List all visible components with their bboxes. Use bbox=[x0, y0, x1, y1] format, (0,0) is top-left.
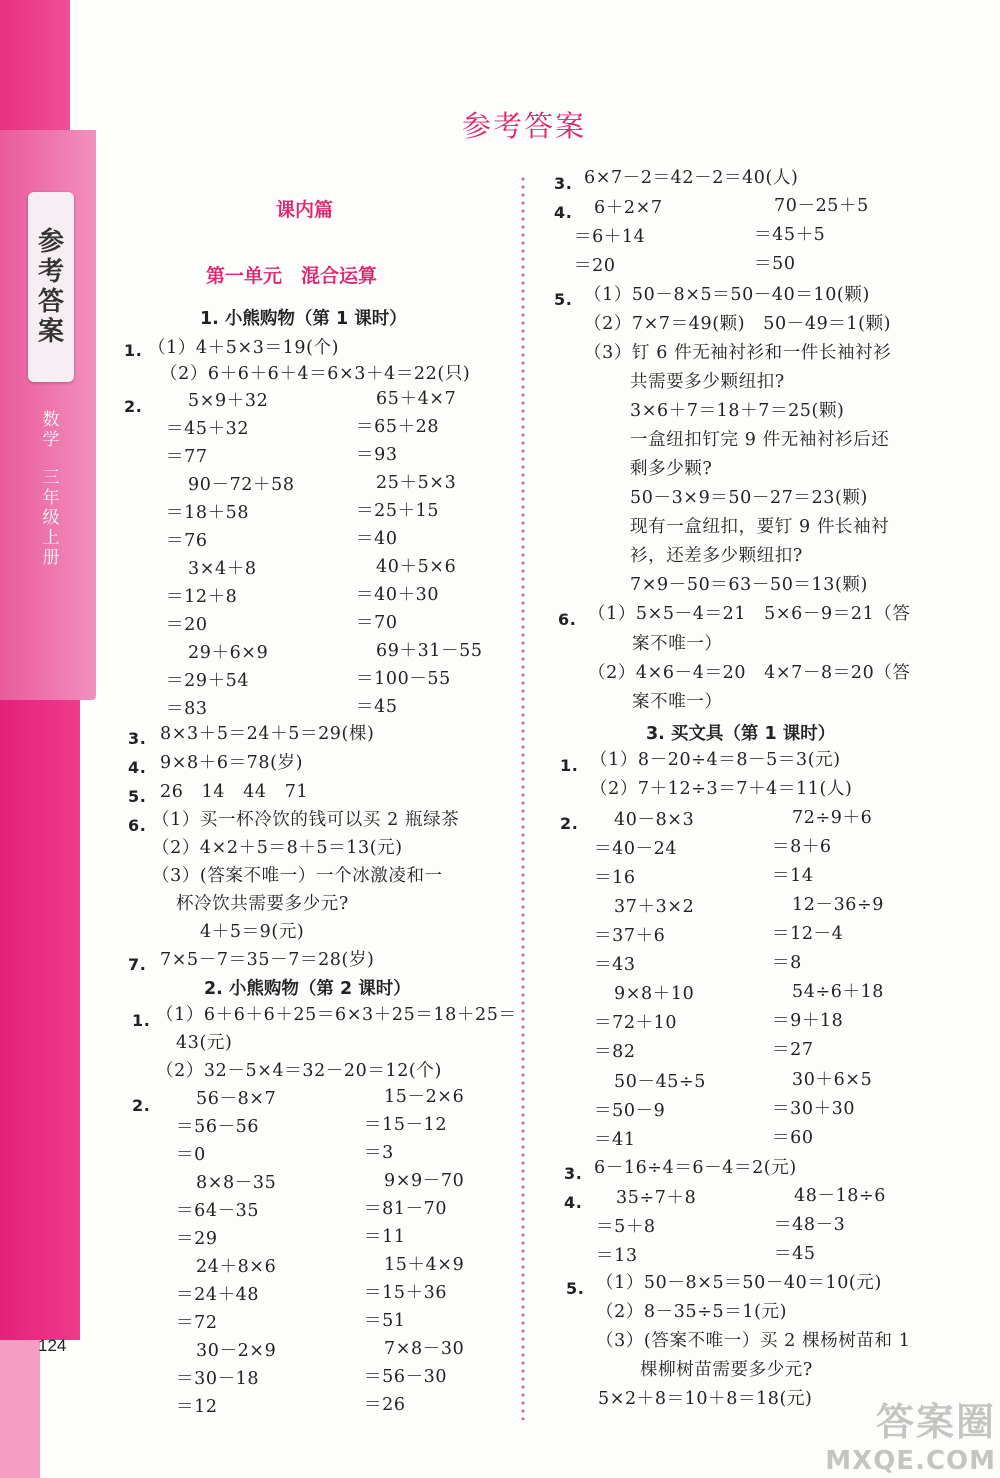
answer-line: 案不唯一） bbox=[632, 692, 723, 712]
calc-line: 25＋5×3 bbox=[376, 473, 457, 493]
answer-line: （2）4×2＋5＝8＋5＝13(元) bbox=[152, 838, 403, 858]
answer-line: 26 14 44 71 bbox=[160, 782, 309, 802]
calc-line: ＝12－4 bbox=[772, 924, 844, 944]
calc-line: 48－18÷6 bbox=[794, 1186, 887, 1206]
calc-line: ＝3 bbox=[364, 1143, 394, 1163]
question-number: 4. bbox=[128, 758, 147, 777]
answer-line: 7×9－50＝63－50＝13(颗) bbox=[630, 575, 868, 595]
calc-line: ＝15－12 bbox=[364, 1115, 448, 1135]
calc-line: 29＋6×9 bbox=[188, 643, 269, 663]
calc-line: ＝72 bbox=[176, 1313, 218, 1333]
calc-line: ＝13 bbox=[596, 1246, 638, 1266]
question-number: 3. bbox=[554, 174, 573, 193]
calc-line: ＝9＋18 bbox=[772, 1011, 844, 1031]
answer-line: 50－3×9＝50－27＝23(颗) bbox=[630, 488, 868, 508]
answer-line: 6×7－2＝42－2＝40(人) bbox=[584, 168, 799, 188]
calc-line: 24＋8×6 bbox=[196, 1257, 277, 1277]
calc-line: 7×8－30 bbox=[384, 1339, 465, 1359]
question-number: 1. bbox=[124, 341, 143, 360]
calc-line: ＝70 bbox=[356, 613, 398, 633]
calc-line: ＝14 bbox=[772, 866, 814, 886]
calc-line: ＝30＋30 bbox=[772, 1099, 856, 1119]
calc-line: ＝15＋36 bbox=[364, 1283, 448, 1303]
calc-line: 5×9＋32 bbox=[188, 391, 269, 411]
watermark: 答案圈 MXQE.COM bbox=[825, 1400, 996, 1476]
calc-line: ＝11 bbox=[364, 1227, 406, 1247]
page-number: 124 bbox=[38, 1336, 67, 1355]
question-number: 2. bbox=[132, 1096, 151, 1115]
question-number: 5. bbox=[554, 290, 573, 309]
calc-line: ＝83 bbox=[166, 699, 208, 719]
answer-line: （2）6＋6＋6＋4＝6×3＋4＝22(只) bbox=[160, 364, 471, 384]
lesson-heading-2: 2. 小熊购物（第 2 课时） bbox=[204, 979, 411, 999]
calc-line: ＝26 bbox=[364, 1395, 406, 1415]
calc-line: ＝72＋10 bbox=[594, 1013, 678, 1033]
calc-line: 9×9－70 bbox=[384, 1171, 465, 1191]
answer-line: （1）4＋5×3＝19(个) bbox=[148, 338, 340, 358]
page-title: 参考答案 bbox=[461, 109, 586, 143]
calc-line: ＝27 bbox=[772, 1040, 814, 1060]
calc-line: 15＋4×9 bbox=[384, 1255, 465, 1275]
calc-line: 35÷7＋8 bbox=[616, 1188, 697, 1208]
calc-line: ＝12＋8 bbox=[166, 587, 238, 607]
answer-line: 7×5－7＝35－7＝28(岁) bbox=[160, 950, 375, 970]
answer-line: （1）5×5－4＝21 5×6－9＝21（答 bbox=[588, 604, 911, 624]
calc-line: 3×4＋8 bbox=[188, 559, 257, 579]
answer-line: 8×3＋5＝24＋5＝29(棵) bbox=[160, 724, 375, 744]
answer-line: （3）(答案不唯一）买 2 棵杨树苗和 1 bbox=[596, 1331, 911, 1351]
calc-line: ＝45 bbox=[356, 697, 398, 717]
calc-line: ＝64－35 bbox=[176, 1201, 260, 1221]
calc-line: ＝93 bbox=[356, 445, 398, 465]
answer-line: （2）4×6－4＝20 4×7－8＝20（答 bbox=[588, 663, 911, 683]
calc-line: 65＋4×7 bbox=[376, 389, 457, 409]
calc-line: ＝60 bbox=[772, 1128, 814, 1148]
calc-line: ＝20 bbox=[166, 615, 208, 635]
answer-line: 4＋5＝9(元) bbox=[200, 922, 305, 942]
question-number: 7. bbox=[128, 955, 147, 974]
calc-line: ＝81－70 bbox=[364, 1199, 448, 1219]
calc-line: ＝0 bbox=[176, 1145, 206, 1165]
answer-line: （2）7×7＝49(颗) 50－49＝1(颗) bbox=[584, 314, 892, 334]
question-number: 4. bbox=[564, 1193, 583, 1212]
answer-line: （1）8－20÷4＝8－5＝3(元) bbox=[590, 750, 841, 770]
calc-line: ＝45＋5 bbox=[754, 225, 826, 245]
calc-line: 15－2×6 bbox=[384, 1087, 465, 1107]
part-heading: 课内篇 bbox=[276, 199, 334, 221]
lesson-heading-1: 1. 小熊购物（第 1 课时） bbox=[200, 309, 407, 329]
calc-line: ＝30－18 bbox=[176, 1369, 260, 1389]
column-divider bbox=[521, 175, 525, 1420]
calc-line: ＝43 bbox=[594, 955, 636, 975]
calc-line: 69＋31－55 bbox=[376, 641, 483, 661]
calc-line: 56－8×7 bbox=[196, 1089, 277, 1109]
question-number: 2. bbox=[124, 397, 143, 416]
calc-line: 72÷9＋6 bbox=[792, 808, 873, 828]
answer-line: 现有一盒纽扣，要钉 9 件长袖衬 bbox=[630, 517, 890, 537]
answer-line: 共需要多少颗纽扣? bbox=[630, 372, 785, 392]
calc-line: ＝24＋48 bbox=[176, 1285, 260, 1305]
answer-line: 43(元) bbox=[176, 1033, 233, 1053]
calc-line: 54÷6＋18 bbox=[792, 982, 885, 1002]
calc-line: ＝29＋54 bbox=[166, 671, 250, 691]
question-number: 6. bbox=[558, 610, 577, 629]
side-subject-grade: 数 学 三 年 级 上 册 bbox=[42, 410, 60, 568]
side-band-edge bbox=[0, 1340, 40, 1478]
calc-line: ＝29 bbox=[176, 1229, 218, 1249]
calc-line: ＝65＋28 bbox=[356, 417, 440, 437]
calc-line: ＝40 bbox=[356, 529, 398, 549]
calc-line: ＝76 bbox=[166, 531, 208, 551]
calc-line: ＝12 bbox=[176, 1397, 218, 1417]
answer-line: （3）(答案不唯一）一个冰激凌和一 bbox=[152, 866, 443, 886]
answer-line: （2）8－35÷5＝1(元) bbox=[596, 1302, 788, 1322]
question-number: 1. bbox=[132, 1011, 151, 1030]
calc-line: 50－45÷5 bbox=[614, 1072, 707, 1092]
answer-line: （1）50－8×5＝50－40＝10(颗) bbox=[584, 285, 870, 305]
calc-line: ＝56－56 bbox=[176, 1117, 260, 1137]
calc-line: ＝16 bbox=[594, 868, 636, 888]
calc-line: 30＋6×5 bbox=[792, 1070, 873, 1090]
calc-line: ＝41 bbox=[594, 1130, 636, 1150]
question-number: 5. bbox=[566, 1279, 585, 1298]
calc-line: ＝56－30 bbox=[364, 1367, 448, 1387]
answer-line: 3×6＋7＝18＋7＝25(颗) bbox=[630, 401, 845, 421]
calc-line: ＝5＋8 bbox=[596, 1217, 656, 1237]
calc-line: ＝100－55 bbox=[356, 669, 451, 689]
answer-line: 衫，还差多少颗纽扣? bbox=[630, 546, 803, 566]
question-number: 3. bbox=[128, 729, 147, 748]
answer-line: 案不唯一） bbox=[632, 634, 723, 654]
answer-line: 5×2＋8＝10＋8＝18(元) bbox=[598, 1389, 813, 1409]
side-tab-answers: 参 考 答 案 bbox=[28, 192, 74, 382]
question-number: 1. bbox=[560, 756, 579, 775]
calc-line: ＝40＋30 bbox=[356, 585, 440, 605]
calc-line: ＝37＋6 bbox=[594, 926, 666, 946]
calc-line: ＝25＋15 bbox=[356, 501, 440, 521]
calc-line: ＝8 bbox=[772, 953, 802, 973]
question-number: 2. bbox=[560, 814, 579, 833]
lesson-heading-3: 3. 买文具（第 1 课时） bbox=[646, 724, 836, 744]
side-band-bottom bbox=[0, 700, 80, 1340]
answer-line: （1）6＋6＋6＋25＝6×3＋25＝18＋25＝ bbox=[156, 1005, 517, 1025]
calc-line: 6＋2×7 bbox=[594, 198, 663, 218]
calc-line: ＝82 bbox=[594, 1042, 636, 1062]
calc-line: ＝8＋6 bbox=[772, 837, 832, 857]
calc-line: ＝50 bbox=[754, 254, 796, 274]
calc-line: ＝50－9 bbox=[594, 1101, 666, 1121]
calc-line: ＝18＋58 bbox=[166, 503, 250, 523]
calc-line: 70－25＋5 bbox=[774, 196, 869, 216]
answer-line: （1）50－8×5＝50－40＝10(元) bbox=[596, 1273, 882, 1293]
answer-line: （2）7＋12÷3＝7＋4＝11(人) bbox=[590, 779, 853, 799]
calc-line: ＝6＋14 bbox=[574, 227, 646, 247]
answer-line: 剩多少颗? bbox=[630, 459, 713, 479]
question-number: 6. bbox=[128, 816, 147, 835]
unit-heading: 第一单元 混合运算 bbox=[206, 265, 378, 287]
calc-line: 90－72＋58 bbox=[188, 475, 295, 495]
answer-line: 一盒纽扣钉完 9 件无袖衬衫后还 bbox=[630, 430, 890, 450]
calc-line: ＝20 bbox=[574, 256, 616, 276]
calc-line: ＝45 bbox=[774, 1244, 816, 1264]
calc-line: 40－8×3 bbox=[614, 810, 695, 830]
calc-line: ＝45＋32 bbox=[166, 419, 250, 439]
calc-line: ＝77 bbox=[166, 447, 208, 467]
calc-line: ＝51 bbox=[364, 1311, 406, 1331]
answer-line: （3）钉 6 件无袖衬衫和一件长袖衬衫 bbox=[584, 343, 892, 363]
answer-line: （1）买一杯冷饮的钱可以买 2 瓶绿茶 bbox=[152, 810, 460, 830]
answer-line: 6－16÷4＝6－4＝2(元) bbox=[594, 1158, 797, 1178]
calc-line: ＝40－24 bbox=[594, 839, 678, 859]
calc-line: 40＋5×6 bbox=[376, 557, 457, 577]
calc-line: 9×8＋10 bbox=[614, 984, 695, 1004]
answer-line: 杯冷饮共需要多少元? bbox=[176, 894, 349, 914]
answer-line: 9×8＋6＝78(岁) bbox=[160, 753, 304, 773]
calc-line: 12－36÷9 bbox=[792, 895, 885, 915]
calc-line: ＝48－3 bbox=[774, 1215, 846, 1235]
question-number: 4. bbox=[554, 203, 573, 222]
calc-line: 30－2×9 bbox=[196, 1341, 277, 1361]
question-number: 3. bbox=[564, 1164, 583, 1183]
answer-line: （2）32－5×4＝32－20＝12(个) bbox=[156, 1061, 442, 1081]
calc-line: 37＋3×2 bbox=[614, 897, 695, 917]
calc-line: 8×8－35 bbox=[196, 1173, 277, 1193]
question-number: 5. bbox=[128, 787, 147, 806]
answer-line: 棵柳树苗需要多少元? bbox=[640, 1360, 813, 1380]
